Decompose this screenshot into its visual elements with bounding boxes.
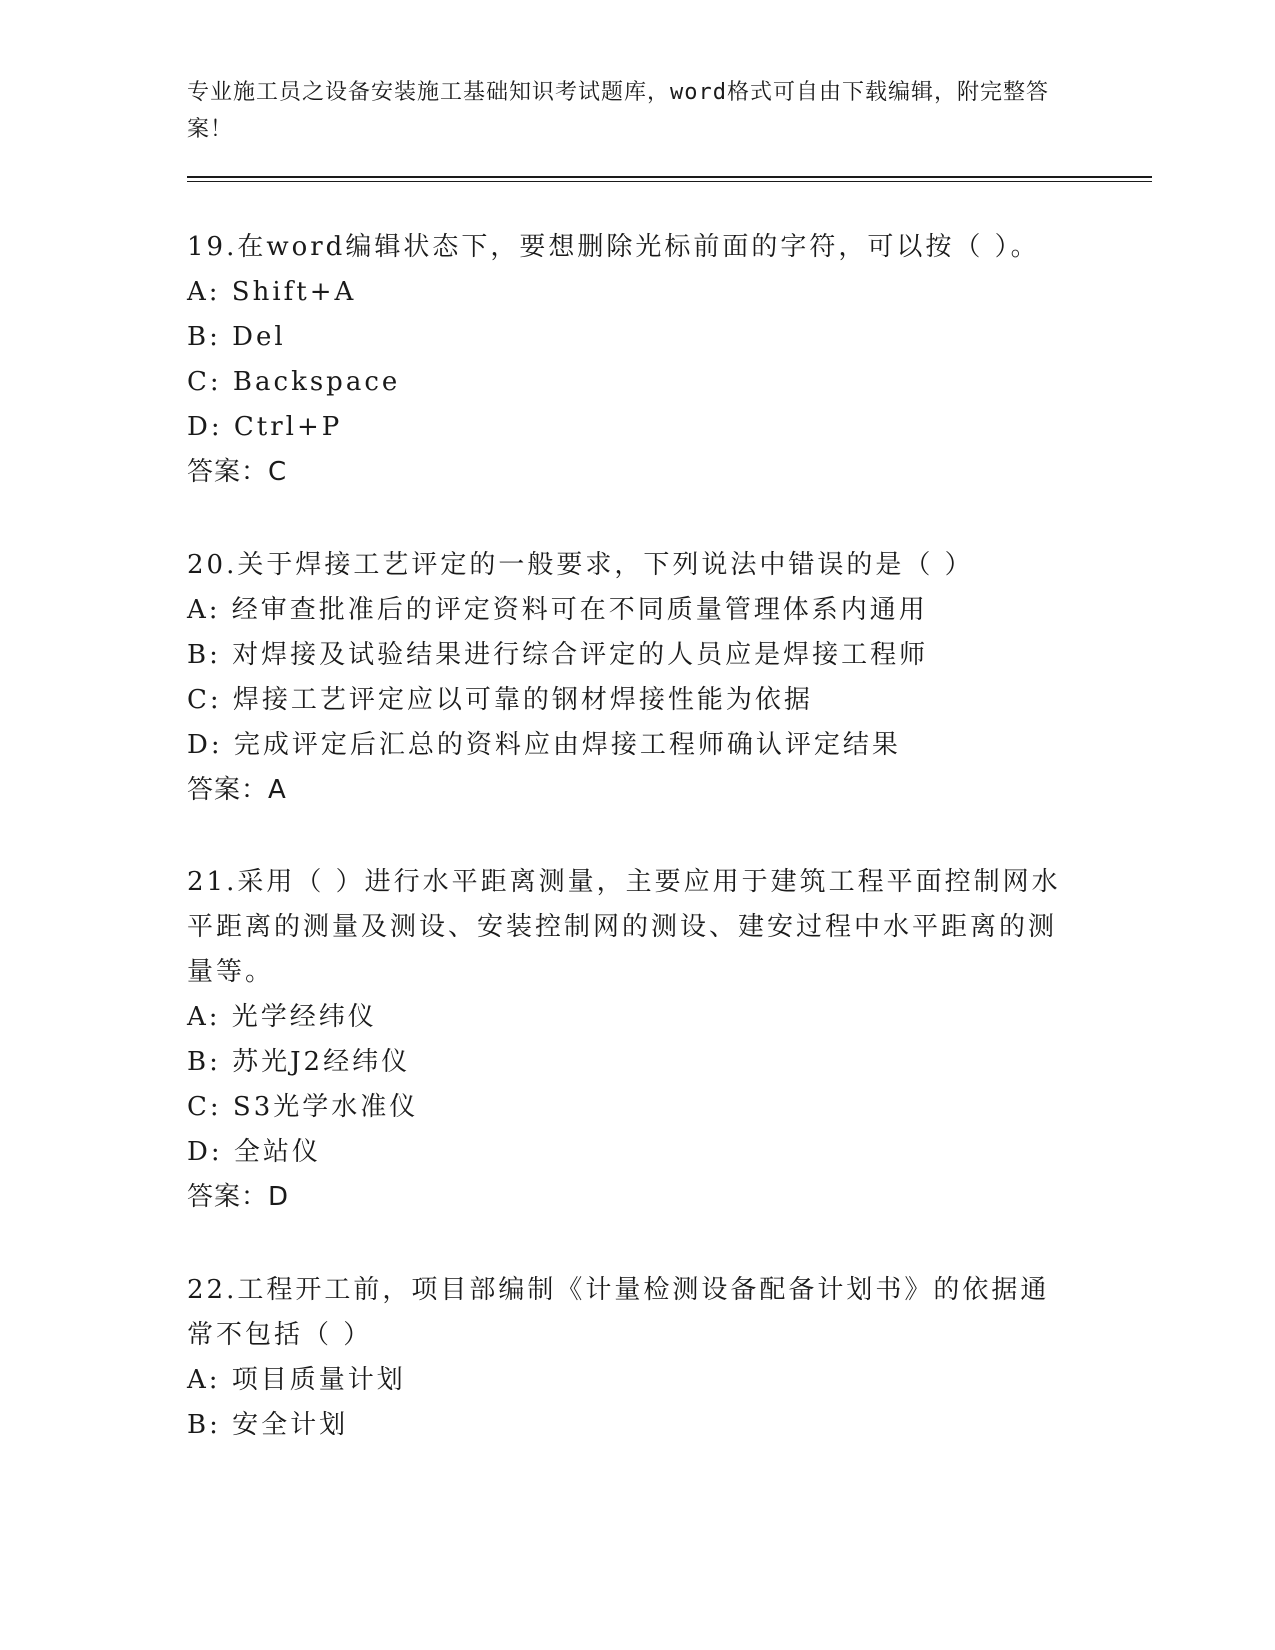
option-a: A: 光学经纬仪: [187, 1002, 377, 1032]
option-a: A: 经审查批准后的评定资料可在不同质量管理体系内通用: [187, 595, 928, 625]
option-a: A: 项目质量计划: [187, 1365, 406, 1395]
option-a: A: Shift+A: [187, 277, 357, 307]
option-d: D: 全站仪: [187, 1137, 321, 1167]
option-b: B: Del: [187, 322, 286, 352]
header-divider: [187, 176, 1152, 178]
question-stem: 19.在word编辑状态下，要想删除光标前面的字符，可以按（ ）。: [187, 232, 1040, 262]
option-c: C: 焊接工艺评定应以可靠的钢材焊接性能为依据: [187, 685, 813, 715]
answer: 答案：A: [187, 775, 287, 805]
question-19: [187, 225, 1067, 494]
option-c: C: Backspace: [187, 367, 401, 397]
header-divider-thin: [187, 181, 1152, 182]
question-22: [187, 1268, 1067, 1448]
question-stem: 21.采用（ ）进行水平距离测量，主要应用于建筑工程平面控制网水平距离的测量及测设、安装控制网的测设、建安过程中水平距离的测量等。: [187, 867, 1061, 987]
question-21: [187, 860, 1067, 1219]
question-stem: 22.工程开工前，项目部编制《计量检测设备配备计划书》的依据通常不包括（ ）: [187, 1275, 1050, 1350]
option-b: B: 对焊接及试验结果进行综合评定的人员应是焊接工程师: [187, 640, 929, 670]
answer: 答案：C: [187, 457, 288, 487]
option-b: B: 苏光J2经纬仪: [187, 1047, 411, 1077]
question-stem: 20.关于焊接工艺评定的一般要求，下列说法中错误的是（ ）: [187, 550, 974, 580]
question-20: [187, 543, 1067, 812]
option-d: D: Ctrl+P: [187, 412, 343, 442]
answer: 答案：D: [187, 1182, 290, 1212]
document-header: 专业施工员之设备安装施工基础知识考试题库，word格式可自由下载编辑，附完整答案！: [187, 80, 1049, 142]
option-c: C: S3光学水准仪: [187, 1092, 419, 1122]
option-b: B: 安全计划: [187, 1410, 349, 1440]
option-d: D: 完成评定后汇总的资料应由焊接工程师确认评定结果: [187, 730, 901, 760]
